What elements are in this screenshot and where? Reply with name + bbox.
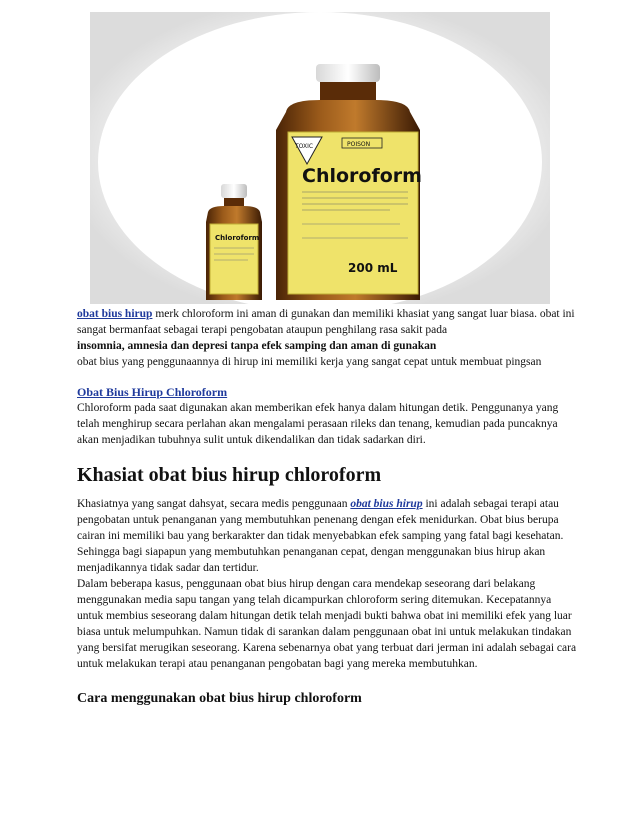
- khasiat-text-post: ini adalah sebagai terapi atau pengobatan untuk penanganan yang membutuhkan penenang dengan efek menidurkan. Obat bius berupa cairan ini memiliki bau yang berkarakter dan tidak menyebabkan efek samping yang fatal bagi kesehatan. Sehingga bagi siapapun yang membutuhkan penanganan cepat, dengan menggunakan bius hirup akan menjadikannya tidak sadar dan tertidur.: [77, 498, 564, 574]
- intro-paragraph: [77, 306, 577, 338]
- big-label-volume: 200 mL: [348, 261, 398, 275]
- small-label-brand: Chloroform: [215, 234, 260, 242]
- khasiat-heading: Khasiat obat bius hirup chloroform: [77, 464, 382, 486]
- intro-link[interactable]: obat bius hirup: [77, 308, 153, 320]
- article-body: [77, 306, 577, 708]
- khasiat-paragraph-2: Dalam beberapa kasus, penggunaan obat bius hirup dengan cara mendekap seseorang dari belakang menggunakan media sapu tangan yang telah dicampurkan chloroform sering ditemukan. Kecepatannya untuk membius seseorang dalam hitungan detik telah menjadi bukti bahwa obat ini memiliki efek yang luar biasa untuk melumpuhkan. Namun tidak di sarankan dalam penggunaan obat ini untuk melakukan tindakan yang bersifat merugikan seseorang. Karena sebenarnya obat yang terbuat dari jerman ini adalah sebagai cara untuk melakukan terapi atau penanganan pengobatan bagi yang mereka membutuhkan.: [77, 578, 577, 670]
- chloroform-bottles-photo: [90, 12, 550, 304]
- intro-text: merk chloroform ini aman di gunakan dan memiliki khasiat yang sangat luar biasa. obat ini sangat bermanfaat sebagai terapi pengobatan ataupun penghilang rasa sakit pada: [77, 308, 575, 336]
- poison-label: POISON: [347, 141, 371, 148]
- intro-text-2: obat bius yang penggunaannya di hirup ini memiliki kerja yang sangat cepat untuk membuat pingsan: [77, 356, 542, 368]
- khasiat-link[interactable]: obat bius hirup: [350, 498, 423, 510]
- cara-menggunakan-heading: Cara menggunakan obat bius hirup chloroform: [77, 691, 362, 706]
- section-heading-obat-bius[interactable]: Obat Bius Hirup Chloroform: [77, 385, 228, 399]
- big-label-brand: Chloroform: [302, 165, 422, 187]
- khasiat-text-pre: Khasiatnya yang sangat dahsyat, secara medis penggunaan: [77, 498, 351, 510]
- section1-paragraph: Chloroform pada saat digunakan akan memberikan efek hanya dalam hitungan detik. Penggunanya yang telah menghirup secara perlahan akan mengalami perasaan rileks dan tenang, kemudian pada puncaknya akan menjadikan tubuhnya sulit untuk dikendalikan dan tidak sadarkan diri.: [77, 402, 559, 446]
- intro-bold-text: insomnia, amnesia dan depresi tanpa efek samping dan aman di gunakan: [77, 340, 437, 352]
- khasiat-paragraph-1: [77, 496, 577, 576]
- toxic-label: TOXIC: [295, 143, 314, 150]
